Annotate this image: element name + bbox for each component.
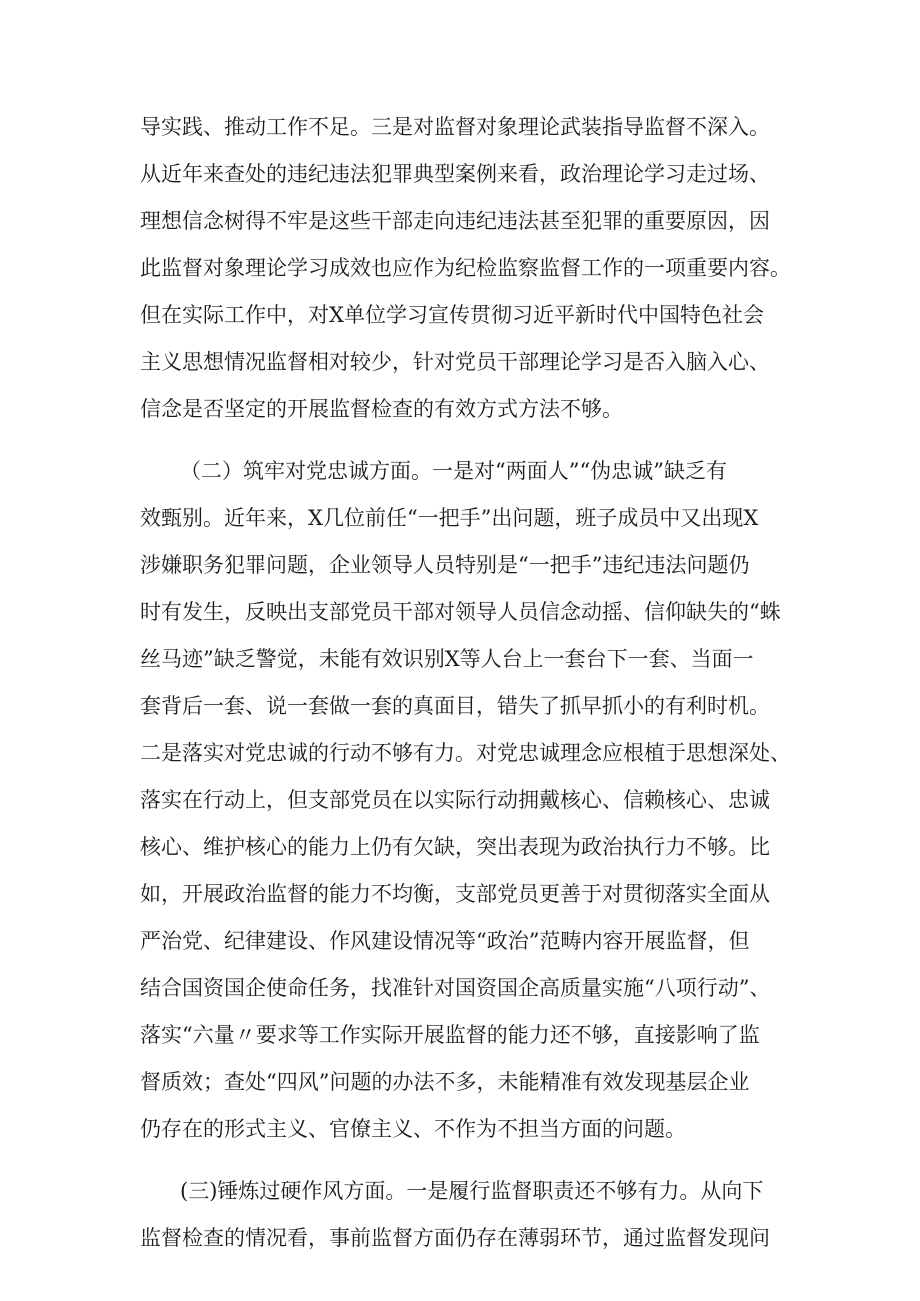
text-line: 落实“六量〃要求等工作实际开展监督的能力还不够，直接影响了监 <box>140 1023 760 1047</box>
text-line: 仍存在的形式主义、官僚主义、不作为不担当方面的问题。 <box>140 1117 686 1141</box>
text-line: 导实践、推动工作不足。三是对监督对象理论武装指导监督不深入。 <box>140 115 770 139</box>
paragraph-start-line: (三)锤炼过硬作风方面。一是履行监督职责还不够有力。从向下 <box>180 1179 764 1203</box>
text-line: 核心、维护核心的能力上仍有欠缺，突出表现为政治执行力不够。比 <box>140 835 770 859</box>
text-line: 从近年来查处的违纪违法犯罪典型案例来看，政治理论学习走过场、 <box>140 162 770 186</box>
text-line: 理想信念树得不牢是这些干部走向违纪违法甚至犯罪的重要原因，因 <box>140 209 770 233</box>
text-line: 时有发生，反映出支部党员干部对领导人员信念动摇、信仰缺失的“蛛 <box>140 600 781 624</box>
text-line: 落实在行动上，但支部党员在以实际行动拥戴核心、信赖核心、忠诚 <box>140 788 770 812</box>
text-line: 效甄别。近年来，X几位前任“一把手”出问题，班子成员中又出现X <box>140 506 759 530</box>
text-line: 结合国资国企使命任务，找准针对国资国企高质量实施“八项行动”、 <box>140 976 771 1000</box>
text-line: 二是落实对党忠诚的行动不够有力。对党忠诚理念应根植于思想深处、 <box>140 741 791 765</box>
text-line: 如，开展政治监督的能力不均衡，支部党员更善于对贯彻落实全面从 <box>140 882 770 906</box>
text-line: 信念是否坚定的开展监督检查的有效方式方法不够。 <box>140 397 623 421</box>
text-line: 套背后一套、说一套做一套的真面目，错失了抓早抓小的有利时机。 <box>140 694 770 718</box>
text-line: 此监督对象理论学习成效也应作为纪检监察监督工作的一项重要内容。 <box>140 256 791 280</box>
text-line: 督质效；查处“四风”问题的办法不多，未能精准有效发现基层企业 <box>140 1070 750 1094</box>
text-line: 但在实际工作中，对X单位学习宣传贯彻习近平新时代中国特色社会 <box>140 303 764 327</box>
text-line: 严治党、纪律建设、作风建设情况等“政治”范畴内容开展监督，但 <box>140 929 750 953</box>
paragraph-start-line: （二）筑牢对党忠诚方面。一是对“两面人”“伪忠诚”缺乏有 <box>180 459 727 483</box>
text-line: 涉嫌职务犯罪问题，企业领导人员特别是“一把手”违纪违法问题仍 <box>140 553 750 577</box>
text-line: 丝马迹”缺乏警觉，未能有效识别X等人台上一套台下一套、当面一 <box>140 647 754 671</box>
text-line: 主义思想情况监督相对较少，针对党员干部理论学习是否入脑入心、 <box>140 350 770 374</box>
text-line: 监督检查的情况看，事前监督方面仍存在薄弱环节，通过监督发现问 <box>140 1226 770 1250</box>
